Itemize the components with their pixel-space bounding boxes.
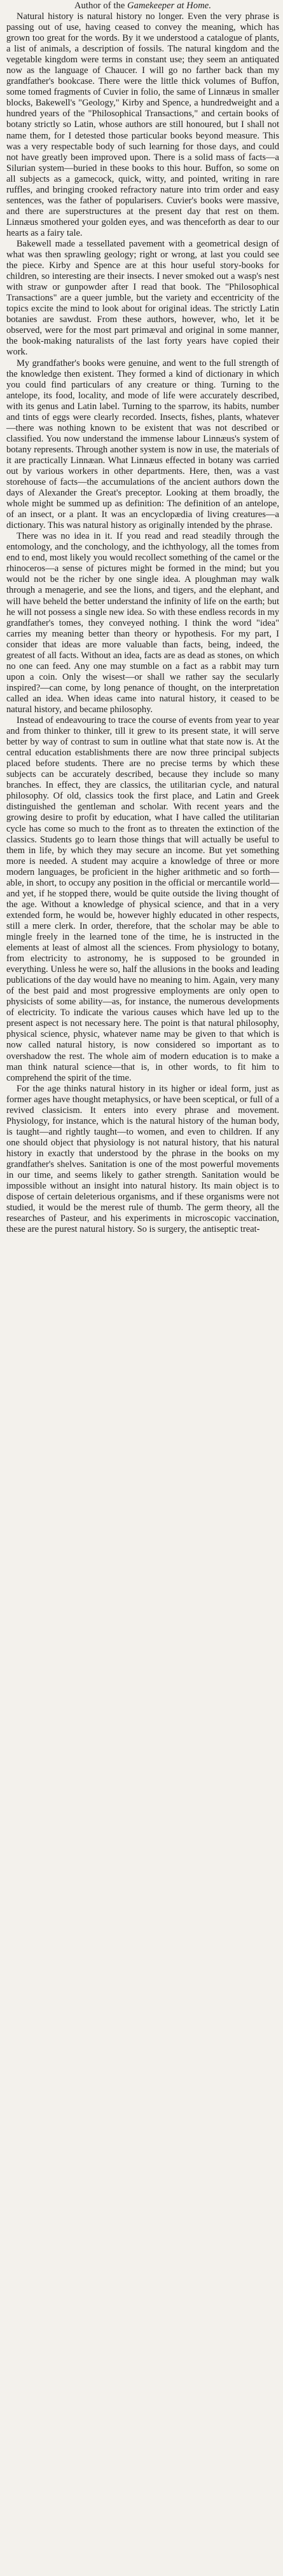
paragraph-4: There was no idea in it. If you read and read steadily through the entomology, and the conchology, and the ichthyology, all the tomes from end to end, most likely you would recollect something of the camel or the rhinoceros—a sense of pictures might be formed in the mind; but you would not be the richer by one single idea. A ploughman may walk through a menagerie, and see the lions, and tigers, and the elephant, and will have beheld the better understand the infinity of life on the earth; but he will not possess a single new idea. So with these endless records in my grandfather's tomes, they conveyed nothing. I think the word "idea" carries my meaning better than theory or hypothesis. For my part, I consider that ideas are more valuable than facts, being, indeed, the greatest of all facts. Without an idea, facts are as dead as stones, on which no one can feed. Any one may stumble on a fact as a rabbit may turn upon a coin. Only the wisest—or shall we rather say the secularly inspired?—can come, by long penance of thought, on the interpretation called an idea. When ideas came into natural history, it ceased to be natural history, and became philosophy. xyxy=(6,531,279,715)
paragraph-5: Instead of endeavouring to trace the course of events from year to year and from thinker to thinker, till it grew to its present state, it will serve better by way of contrast to sum in outline what that state now is. At the central education establishments there are now three principal subjects placed before students. There are no precise terms by which these subjects can be accurately described, because they include so many branches. In effect, they are classics, the utilitarian cycle, and natural philosophy. Of old, classics took the first place, and Latin and Greek distinguished the gentleman and scholar. With recent years and the growing desire to profit by education, what I have called the utilitarian cycle has come so much to the front as to threaten the extinction of the classics. Students go to learn those things that will actually be useful to them in life, by which they may secure an income. But yet something more is needed. A student may acquire a knowledge of three or more modern languages, be proficient in the higher arithmetic and so forth—able, in short, to occupy any position in the official or mercantile world—and yet, if he stopped there, would be quite outside the living thought of the age. Without a knowledge of physical science, and that in a very extended form, he would be, however highly educated in other respects, still a mere clerk. In order, therefore, that the scholar may be able to mingle freely in the learned tone of the time, he is instructed in the elements at least of almost all the sciences. From physiology to botany, from electricity to astronomy, he is supposed to be grounded in everything. Unless he were so, half the allusions in the books and leading publications of the day would have no meaning to him. Again, very many of the best paid and most progressive employments are only open to physicists of some ability—as, for instance, the numerous developments of electricity. To indicate the various causes which have led up to the present aspect is not necessary here. The point is that natural philosophy, physical science, physic, whatever name may be given to that which is now called natural history, is now considered so important as to overshadow the rest. The whole aim of modern education is to make a man think natural science—that is, in other words, to fit him to comprehend the spirit of the time. xyxy=(6,715,279,1083)
publication-title: Gamekeeper at Home. xyxy=(127,1,212,11)
paragraph-2: Bakewell made a tessellated pavement with a geometrical design of what was then sprawling geology; right or wrong, at last you could see the piece. Kirby and Spence are at this hour useful story-books for children, so interesting are their insects. I never smoked out a wasp's nest with straw or gunpowder after I read that book. The "Philosophical Transactions" are a queer jumble, but the variety and eccentricity of the topics excite the mind to look about for original ideas. The strictly Latin botanies are sawdust. From these authors, however, who, let it be observed, were for the most part primæval and original in some manner, the book-making naturalists of the last forty years have copied their work. xyxy=(6,238,279,358)
paragraph-6: For the age thinks natural history in its higher or ideal form, just as former ages have thought metaphysics, or have been sceptical, or full of a revived classicism. It enters into every phrase and movement. Physiology, for instance, which is the natural history of the human body, is taught—and rightly taught—to women, and even to children. If any one should object that physiology is not natural history, that his natural history in exactly that understood by the phrase in the books on my grandfather's shelves. Sanitation is one of the most powerful movements in our time, and seems likely to gather strength. Sanitation would be impossible without an insight into natural history. Its main object is to dispose of certain deleterious organisms, and if these organisms were not studied, it would be the merest rule of thumb. The germ theory, all the researches of Pasteur, and his experiments in microscopic vaccination, these are the purest natural history. So is surgery, the antiseptic treat- xyxy=(6,1083,279,1235)
byline-prefix: Author of the xyxy=(74,1,128,11)
byline xyxy=(6,1,279,11)
paragraph-3: My grandfather's books were genuine, and went to the full strength of the knowledge then existent. They formed a kind of dictionary in which you could find particulars of any creature or thing. Turning to the antelope, its food, locality, and mode of life were accurately described, with its genus and Latin label. Turning to the sparrow, its habits, number and tints of eggs were clearly recorded. Insects, fishes, plants, whatever—there was nothing known to be existent that was not described or classified. You now understand the immense labour Linnæus's system of botany represents. Through another system is now in use, the materials of it are practically Linnæan. What Linnæus effected in botany was carried out by various workers in other departments. Here, then, was a vast storehouse of facts—the accumulations of the ancient authors down the days of Alexander the Great's preceptor. Looking at them broadly, the whole might be summed up as definition: The definition of an antelope, of an insect, or a plant. It was an encyclopædia of living creatures—a dictionary. This was natural history as originally intended by the phrase. xyxy=(6,358,279,531)
paragraph-1: Natural history is natural history no longer. Even the very phrase is passing out of use, having ceased to convey the meaning, which has grown too great for the words. By it we understood a catalogue of plants, a list of animals, a description of fossils. The natural kingdom and the vegetable kingdom were terms in constant use; they seem an antiquated now as the language of Chaucer. I will go no farther back than my grandfather's bookcase. There were the little thick volumes of Buffon, some tomed fragments of Cuvier in folio, the same of Linnæus in smaller blocks, Bakewell's "Geology," Kirby and Spence, a hundredweight and a hundred years of the "Philosophical Transactions," and certain books of botany strictly so Latin, whose authors are still honoured, but I shall not name them, for I detested those particular books beyond measure. This was a very respectable body of such learning for those days, and could not have greatly been improved upon. There is a solid mass of facts—a Silurian system—buried in these books to this hour. Buffon, so some on all subjects as a gamecock, quick, witty, and pointed, writing in rare ruffles, and bringing crooked refractory nature into trim order and easy sentences, was the father of popularisers. Cuvier's books were massive, and there are superstructures at the present day that rest on them. Linnæus smothered your golden eyes, and was thenceforth as dear to our hearts as a fairy tale. xyxy=(6,11,279,238)
